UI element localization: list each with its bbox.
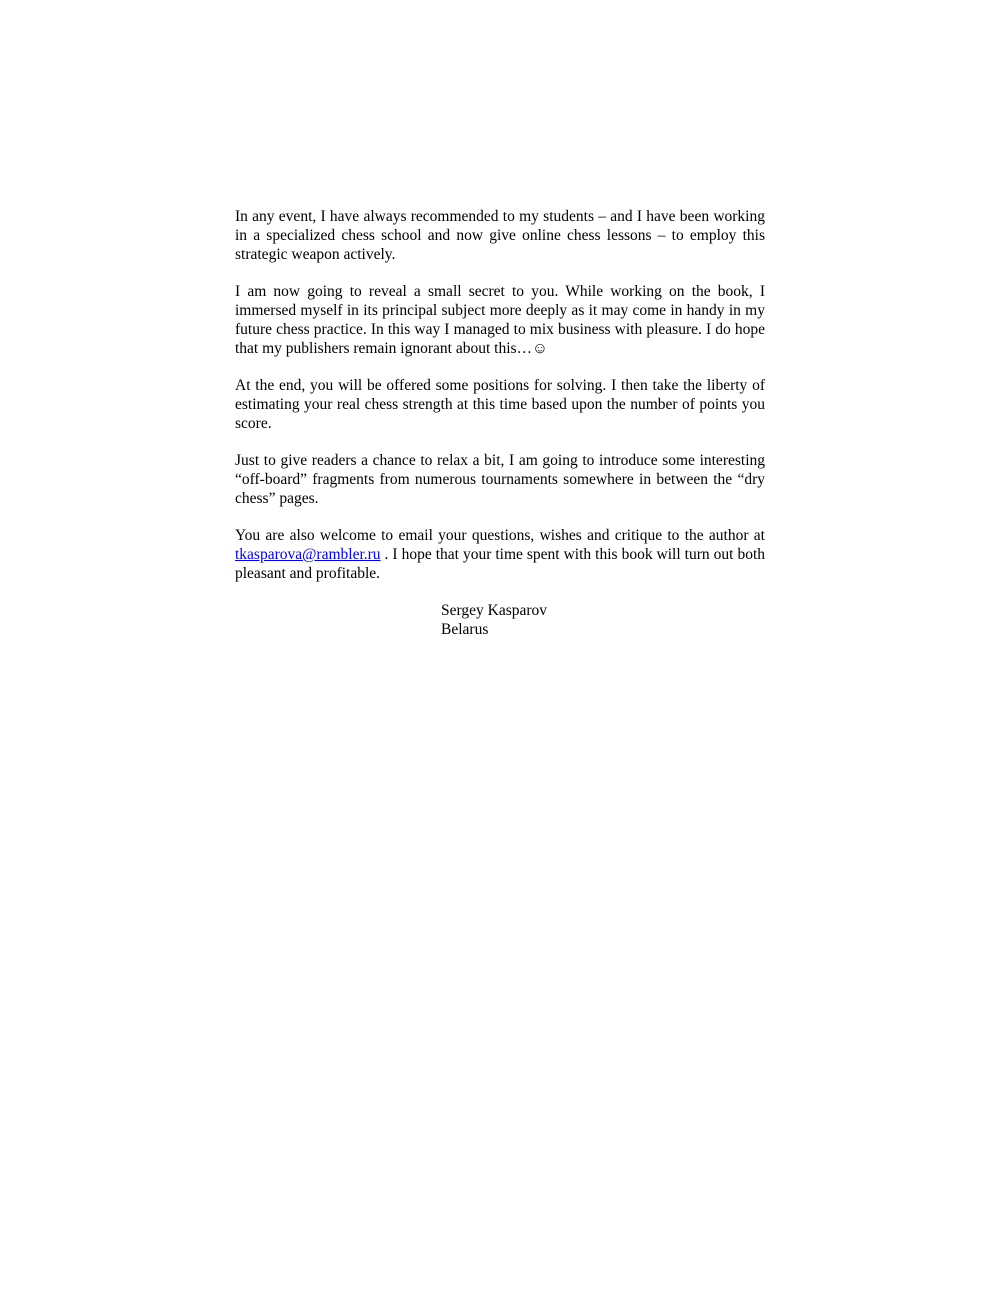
signature [441,601,765,639]
paragraph-off-board: Just to give readers a chance to relax a bit, I am going to introduce some interesting “off-board” fragments from numerous tournaments somewhere in between the “dry chess” pages. [235,452,765,507]
paragraph-secret: I am now going to reveal a small secret to you. While working on the book, I immersed myself in its principal subject more deeply as it may come in handy in my future chess practice. In this way I managed to mix business with pleasure. I do hope that my publishers remain ignorant about this…☺ [235,283,765,357]
signature-country: Belarus [441,621,489,638]
email-link[interactable]: tkasparova@rambler.ru [235,546,381,563]
signature-name: Sergey Kasparov [441,602,548,619]
email-intro-text: You are also welcome to email your questions, wishes and critique to the author at [235,527,765,544]
paragraph-students: In any event, I have always recommended to my students – and I have been working in a specialized chess school and now give online chess lessons – to employ this strategic weapon actively. [235,208,765,263]
document-body [235,207,765,639]
email-outro-text: . I hope that your time spent with this book will turn out both pleasant and profitable. [235,546,765,582]
paragraph-solving-positions: At the end, you will be offered some positions for solving. I then take the liberty of estimating your real chess strength at this time based upon the number of points you score. [235,377,765,432]
paragraph-email-contact [235,526,765,583]
